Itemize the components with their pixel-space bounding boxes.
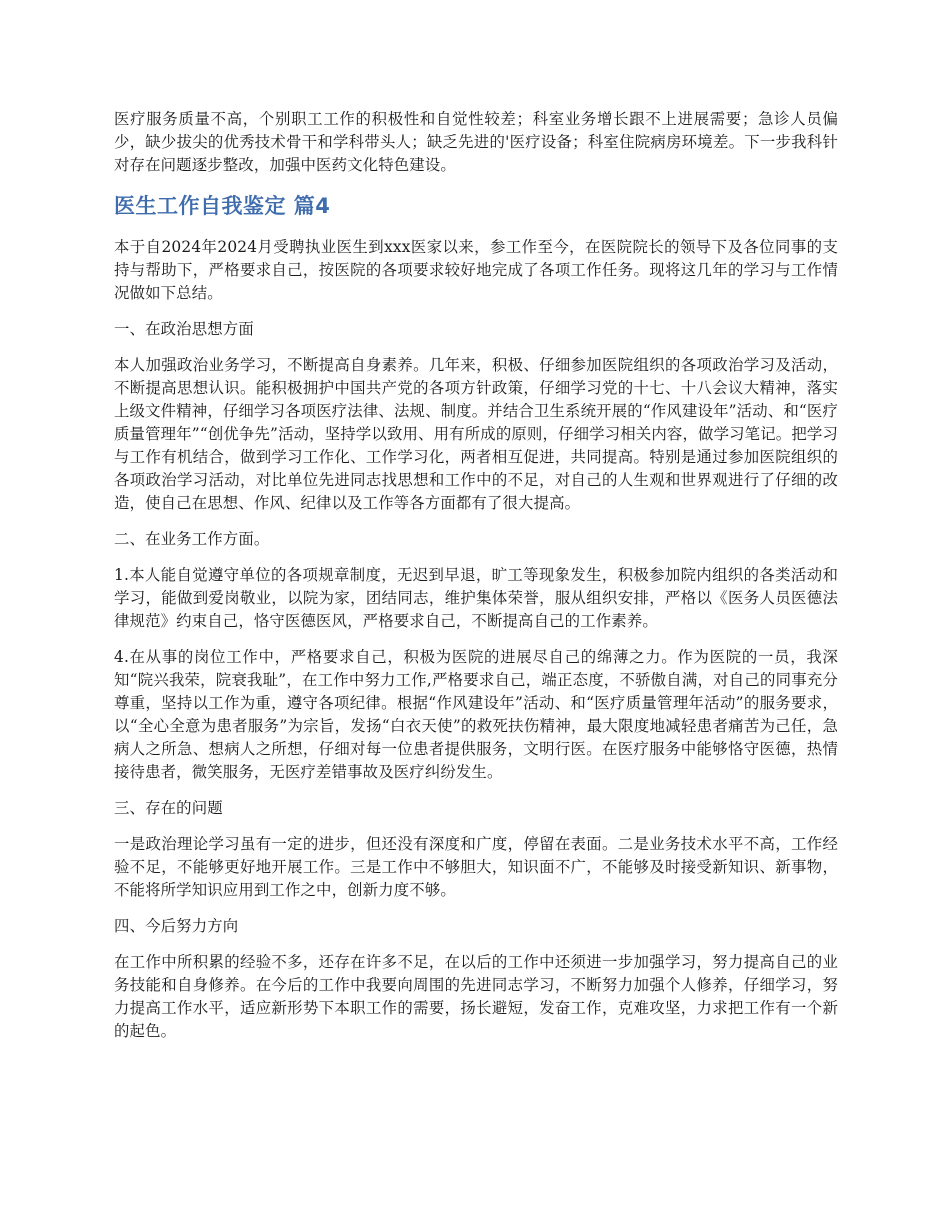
politics-paragraph: 本人加强政治业务学习，不断提高自身素养。几年来，积极、仔细参加医院组织的各项政治学习及活动，不断提高思想认识。能积极拥护中国共产党的各项方针政策，仔细学习党的十七、十八会议大精神，落实上级文件精神，仔细学习各项医疗法律、法规、制度。并结合卫生系统开展的“作风建设年”活动、和“医疗质量管理年”“创优争先”活动，坚持学以致用、用有所成的原则，仔细学习相关内容，做学习笔记。把学习与工作有机结合，做到学习工作化、工作学习化，两者相互促进，共同提高。特别是通过参加医院组织的各项政治学习活动，对比单位先进同志找思想和工作中的不足，对自己的人生观和世界观进行了仔细的改造，使自己在思想、作风、纪律以及工作等各方面都有了很大提高。 [114, 356, 838, 512]
business-item-1: 1.本人能自觉遵守单位的各项规章制度，无迟到早退，旷工等现象发生，积极参加院内组织的各类活动和学习，能做到爱岗敬业，以院为家，团结同志，维护集体荣誉，服从组织安排，严格以《医务人员医德法律规范》约束自己，恪守医德医风，严格要求自己，不断提高自己的工作素养。 [114, 566, 838, 630]
intro-paragraph: 医疗服务质量不高，个别职工工作的积极性和自觉性较差；科室业务增长跟不上进展需要；急诊人员偏少，缺少拔尖的优秀技术骨干和学科带头人；缺乏先进的'医疗设备；科室住院病房环境差。下一步我科针对存在问题逐步整改，加强中医药文化特色建设。 [114, 110, 838, 174]
opening-paragraph: 本于自2024年2024月受聘执业医生到xxx医家以来，参工作至今，在医院院长的领导下及各位同事的支持与帮助下，严格要求自己，按医院的各项要求较好地完成了各项工作任务。现将这几年的学习与工作情况做如下总结。 [114, 238, 838, 302]
document-page [114, 108, 838, 1043]
section-title: 医生工作自我鉴定 篇4 [114, 194, 331, 218]
problems-paragraph: 一是政治理论学习虽有一定的进步，但还没有深度和广度，停留在表面。二是业务技术水平不高，工作经验不足，不能够更好地开展工作。三是工作中不够胆大，知识面不广，不能够及时接受新知识、新事物，不能将所学知识应用到工作之中，创新力度不够。 [114, 835, 838, 899]
heading-politics: 一、在政治思想方面 [114, 320, 254, 338]
future-paragraph: 在工作中所积累的经验不多，还存在许多不足，在以后的工作中还须进一步加强学习，努力提高自己的业务技能和自身修养。在今后的工作中我要向周围的先进同志学习，不断努力加强个人修养，仔细学习，努力提高工作水平，适应新形势下本职工作的需要，扬长避短，发奋工作，克难攻坚，力求把工作有一个新的起色。 [114, 953, 838, 1040]
heading-business: 二、在业务工作方面。 [114, 530, 270, 548]
heading-future: 四、今后努力方向 [114, 917, 239, 935]
business-item-4: 4.在从事的岗位工作中，严格要求自己，积极为医院的进展尽自己的绵薄之力。作为医院的一员，我深知“院兴我荣，院衰我耻”，在工作中努力工作,严格要求自己，端正态度，不骄傲自满，对自己的同事充分尊重，坚持以工作为重，遵守各项纪律。根据“作风建设年”活动、和“医疗质量管理年活动”的服务要求，以“全心全意为患者服务”为宗旨，发扬“白衣天使”的救死扶伤精神，最大限度地减轻患者痛苦为己任，急病人之所急、想病人之所想，仔细对每一位患者提供服务，文明行医。在医疗服务中能够恪守医德，热情接待患者，微笑服务，无医疗差错事故及医疗纠纷发生。 [114, 648, 838, 781]
heading-problems: 三、存在的问题 [114, 799, 223, 817]
